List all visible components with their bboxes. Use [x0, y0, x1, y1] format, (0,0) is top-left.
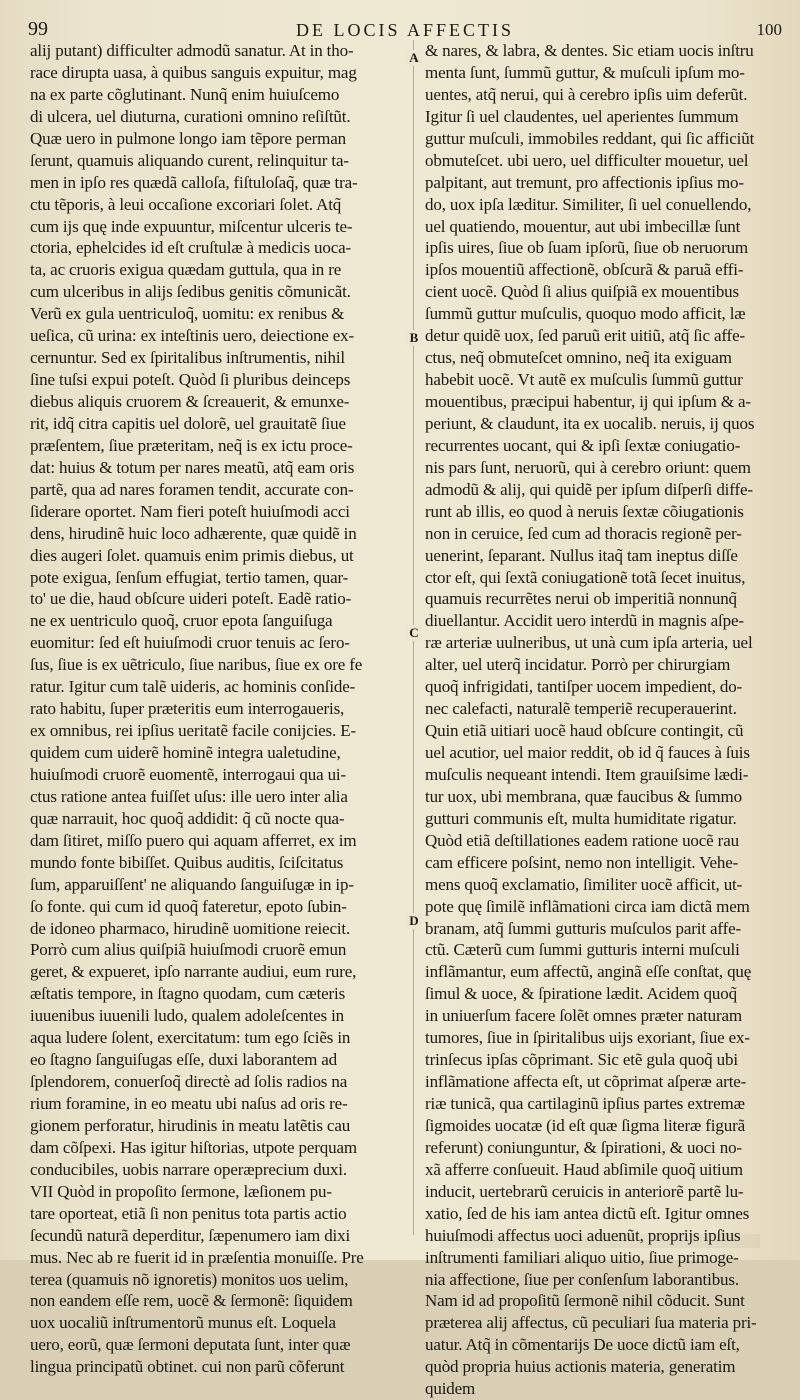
text-line: xã afferre conſueuit. Haud abſimile quoq̃ uitium: [425, 1159, 743, 1179]
text-line: pote quę ſimilẽ inflãmationi circa iam dictã mem: [425, 896, 750, 916]
text-line: quidem: [425, 1379, 476, 1399]
running-title: DE LOCIS AFFECTIS: [295, 20, 515, 40]
text-line: ſimul & uoce, & ſpiratione lædit. Acidem quoq̃: [425, 984, 737, 1004]
text-line: uel acutior, uel maior reddit, ob id q̃ fauces à ſuis: [425, 743, 750, 762]
text-line: in uniuerſum facere ſolẽt omnes præter naturam: [425, 1006, 742, 1026]
margin-marker-a: A: [406, 50, 422, 66]
text-line: dam cõſpexi. Has igitur hiſtorias, utpote perquam: [30, 1137, 357, 1157]
text-line: diuellantur. Accidit uero interdũ in magnis aſpe-: [425, 611, 744, 631]
text-line: gionem perforatur, hirudinis in meatu latẽtis cau: [30, 1115, 351, 1135]
text-line: ſo fonte. qui cum id quoq̃ fateretur, epoto ſubin-: [30, 896, 347, 916]
text-line: non in ceruice, ſed cum ad thoracis regionẽ per-: [425, 523, 742, 543]
text-line: præterea alij affectus, cũ peculiari ſua materia pri-: [425, 1313, 757, 1333]
text-line: ipſos mouentiũ affectionẽ, obſcurã & paruã effi-: [425, 260, 744, 280]
text-line: recurrentes uocant, qui & ipſi ſextæ coniugatio-: [425, 435, 741, 455]
text-line: iuuenibus iuuenili ludo, qualem adoleſcentes in: [30, 1006, 344, 1026]
text-line: ueſica, cũ urina: ex inteſtinis uero, deiectione ex-: [30, 326, 355, 346]
text-line: VII Quòd in propoſito ſermone, læſionem pu-: [30, 1181, 332, 1201]
text-line: nec calefacti, naturalẽ temperiẽ recuperauerint.: [425, 699, 737, 719]
text-line: ſplendorem, conuerſoq̃ directè ad ſolis radios na: [30, 1072, 348, 1092]
text-line: ctus, neq̃ obmuteſcet omnino, neq̃ ita exiguam: [425, 348, 732, 368]
text-line: cum ulceribus in alijs ſedibus genitis cõmunicãt.: [30, 282, 351, 302]
text-line: ctor eſt, qui ſextã coniugationẽ totã ſecet inuitus,: [425, 567, 746, 587]
text-line: mouentibus, præcipui habentur, ij qui ipſum & a-: [425, 392, 751, 411]
text-line: runt ab illis, eo quod à neruis ſextæ cõiugationis: [425, 501, 744, 521]
text-line: alter, uel uterq̃ incidatur. Porrò per chirurgiam: [425, 655, 731, 675]
text-line: æſtatis tempore, in ſtagno quodam, cum cæteris: [30, 984, 346, 1004]
text-line: uox uocaliũ inſtrumentorũ munus eſt. Loquela: [30, 1313, 336, 1333]
text-line: alij putant) difficulter admodũ sanatur. At in tho-: [30, 41, 354, 60]
text-line: ſiderare oportet. Nam fieri poteſt huiuſmodi acci: [30, 501, 350, 521]
text-line: dam ſitiret, miſſo puero qui aquam afferret, ex im: [30, 830, 357, 850]
text-line: palpitant, aut tremunt, pro affectionis ipſius mo-: [425, 172, 744, 192]
text-line: conducibiles, uobis narrare operæprecium duxi.: [30, 1159, 347, 1179]
text-line: partẽ, qua ad nares foramen tendit, accurate con-: [30, 479, 354, 499]
text-line: men in ipſo res quædã calloſa, fiſtuloſaq̃, quæ tra-: [30, 172, 358, 192]
text-line: to' ue die, haud obſcure uideri poteſt. Eadẽ ratio-: [30, 589, 352, 609]
text-line: quoq̃ infrigidati, tantiſper uocem impedient, do-: [425, 677, 743, 697]
text-line: referunt) coniunguntur, & ſpirationi, & uoci no-: [425, 1137, 742, 1157]
text-line: rit, idq̃ citra capitis uel dolorẽ, uel grauitatẽ ſiue: [30, 413, 346, 433]
text-line: euomitur: ſed eſt huiuſmodi cruor tenuis ac ſero-: [30, 633, 350, 653]
text-line: inducit, uertebrarũ ceruicis in anteriorẽ partẽ lu-: [425, 1181, 744, 1201]
column-gutter: [404, 40, 422, 1235]
text-line: cernuntur. Sed ex ſpiritalibus inſtrumentis, nihil: [30, 348, 345, 368]
text-line: race dirupta uasa, à quibus sanguis expuitur, mag: [30, 62, 357, 82]
text-line: pote exigua, ſenſum effugiat, tertio tamen, quar-: [30, 567, 349, 587]
text-line: nis pars ſunt, neruorũ, qui à cerebro oriunt: quem: [425, 457, 751, 477]
page-header: [28, 10, 782, 40]
text-line: eo ſtagno ſanguiſugas eſſe, duxi laborantem ad: [30, 1050, 338, 1070]
text-line: lingua principatũ obtinet. cui non parũ cõferunt: [30, 1357, 345, 1377]
text-line: quamuis recurrẽtes nerui ob imperitiã nonnunq̃: [425, 589, 737, 609]
text-line: nia affectione, ſiue per conſenſum laborantibus.: [425, 1269, 739, 1289]
text-line: detur quidẽ uox, ſed paruũ erit uitiũ, atq̃ ſic affe-: [425, 326, 745, 346]
text-line: mundo fonte bibiſſet. Quibus auditis, ſciſcitatus: [30, 852, 344, 872]
text-line: mus. Nec ab re fuerit id in præſentia monuiſſe. Pre: [30, 1247, 364, 1267]
text-line: inflãmatione affecta eſt, ut cõprimat aſperæ arte-: [425, 1072, 747, 1092]
margin-marker-c: C: [406, 625, 422, 641]
text-line: ſerunt, quamuis aliquando curent, relinquitur ta-: [30, 150, 349, 170]
text-line: ctu tẽporis, à leui occaſione excoriari ſolet. Atq̃: [30, 194, 342, 214]
text-line: Quin etiã uitiari uocẽ haud obſcure contingit, cũ: [425, 721, 744, 741]
text-line: obmuteſcet. ubi uero, uel difficulter mouetur, uel: [425, 150, 749, 170]
text-line: Igitur ſi uel claudentes, uel aperientes ſummum: [425, 106, 739, 126]
text-line: ctũ. Cæterũ cum ſummi gutturis interni muſculi: [425, 940, 740, 960]
text-line: rato habitu, ſuper præteritis eum interrogaueris,: [30, 699, 345, 719]
text-line: Porrò cum alius quiſpiã huiuſmodi cruorẽ emun: [30, 940, 347, 960]
text-line: Verũ ex gula uentriculoq̃, uomitu: ex renibus &: [30, 304, 345, 324]
text-line: rium foramine, in eo meatu ubi naſus ad oris re-: [30, 1094, 348, 1113]
text-line: geret, & expueret, ipſo narrante audiui, eum rure,: [30, 962, 357, 982]
text-line: dens, hirudinẽ huic loco adhærente, quæ quidẽ in: [30, 523, 357, 543]
text-line: quæ narrauit, hoc quoq̃ addidit: q̃ cũ nocte qua-: [30, 808, 345, 828]
text-line: aqua ludere ſolent, exercitatum: tum ego ſciẽs in: [30, 1028, 351, 1048]
text-line: tur uox, ubi membrana, quæ faucibus & ſummo: [425, 786, 742, 806]
text-line: ratur. Igitur cum talẽ uideris, ac hominis conſide-: [30, 677, 356, 697]
text-line: dat: huius & totum per nares meatũ, atq̃ eam oris: [30, 457, 355, 477]
text-line: uel quatiendo, mouentur, aut ubi imbecillæ ſunt: [425, 216, 741, 236]
text-line: de idoneo pharmaco, hirudinẽ uomitione reiecit.: [30, 918, 351, 938]
right-text-column: [425, 40, 779, 1400]
text-line: muſculis nequeant intendi. Item grauiſsime lædi-: [425, 764, 749, 784]
text-line: ctoria, ephelcides id eſt cruſtulæ à medicis uoca-: [30, 238, 352, 258]
left-page-number: 99: [28, 18, 48, 40]
text-line: Quòd etiã deſtillationes eadem ratione uocẽ rau: [425, 830, 739, 850]
text-line: trinſecus ipſas cõprimant. Sic etẽ gula quoq̃ ubi: [425, 1050, 738, 1070]
text-line: dies augeri ſolet. quamuis enim primis diebus, ut: [30, 545, 354, 565]
text-line: branam, atq̃ ſummi gutturis muſculos parit affe-: [425, 918, 742, 938]
text-line: xatio, ſed de his iam antea dictũ eſt. Igitur omnes: [425, 1203, 750, 1223]
text-line: mens quoq̃ exclamatio, ſimiliter uocẽ afficit, ut-: [425, 874, 743, 894]
text-line: quidem cum uiderẽ hominẽ integra ualetudine,: [30, 743, 341, 762]
text-line: ctus ratione antea fuiſſet uſus: ille uero inter alia: [30, 786, 348, 806]
text-line: diebus aliquis cruorem & ſcreauerit, & emunxe-: [30, 392, 350, 411]
text-line: ſummũ guttur muſculis, quoquo modo afficit, læ: [425, 304, 746, 324]
text-line: di ulcera, uel diuturna, curationi omnino reſiſtũt.: [30, 106, 351, 126]
text-line: ne ex uentriculo quoq̃, cruor epota ſanguiſuga: [30, 611, 333, 631]
margin-marker-b: B: [406, 330, 422, 346]
text-line: tare oporteat, etiã ſi non penitus tota partis actio: [30, 1203, 347, 1223]
text-line: Nam id ad propoſitũ ſermonẽ nihil cõducit. Sunt: [425, 1291, 745, 1311]
text-line: huiuſmodi affectus uoci aduenũt, proprijs ipſius: [425, 1225, 741, 1245]
text-line: cam efficere poſsint, nemo non intelligit. Vehe-: [425, 852, 739, 872]
text-line: inflãmantur, eum affectũ, anginã eſſe conſtat, quę: [425, 962, 752, 982]
text-line: uenerint, ſeparant. Nullus itaq̃ tam ineptus diſſe: [425, 545, 738, 565]
text-line: periunt, & claudunt, ita ex uocalib. neruis, ij quos: [425, 413, 755, 433]
text-line: uentes, atq̃ nerui, qui à cerebro ipſis uim deferũt.: [425, 84, 748, 104]
text-line: ex omnibus, rei ipſius ueritatẽ facile conijcies. E-: [30, 721, 356, 741]
text-line: inſtrumenti familiari aliquo uitio, ſiue primoge-: [425, 1247, 739, 1267]
margin-marker-d: D: [406, 913, 422, 929]
text-line: non eandem eſſe rem, uocẽ & ſermonẽ: ſiquidem: [30, 1291, 353, 1311]
text-line: tumores, ſiue in ſpiritalibus uijs exoriant, ſiue ex-: [425, 1028, 750, 1048]
text-line: cum ijs quę inde expuuntur, miſcentur ulceris te-: [30, 216, 353, 236]
show-through-ink: [440, 1234, 760, 1248]
text-line: quòd propria huius actionis materia, generatim: [425, 1357, 736, 1377]
text-line: cient uocẽ. Quòd ſi alius quiſpiã ex mouentibus: [425, 282, 739, 302]
text-line: riæ tunicã, qua cartilaginũ ipſius partes extremæ: [425, 1094, 745, 1113]
left-text-column: [30, 40, 398, 1378]
text-line: admodũ & alij, qui quidẽ per ipſum diſperſi diffe-: [425, 479, 753, 499]
text-line: ta, ac cruoris exigua quædam guttula, qua in re: [30, 260, 342, 280]
text-line: terea (quamuis nõ ignoretis) monitos uos uelim,: [30, 1269, 349, 1289]
text-line: Quæ uero in pulmone longo iam tẽpore perman: [30, 128, 347, 148]
text-line: na ex parte cõglutinant. Nunq̃ enim huiuſcemo: [30, 84, 340, 104]
text-line: ſine tuſsi expui poteſt. Quòd ſi pluribus deinceps: [30, 370, 351, 390]
text-line: ſum, apparuiſſent' ne aliquando ſanguiſugæ in ip-: [30, 874, 354, 894]
text-line: præſentem, ſiue præteritam, neq̃ is ex ictu proce-: [30, 435, 353, 455]
text-line: ſigmoides uocatæ (id eſt quæ ſigma literæ figurã: [425, 1115, 745, 1135]
text-line: ſecundũ naturã deperditur, ſæpenumero iam dixi: [30, 1225, 351, 1245]
text-line: huiuſmodi cruorẽ euomentẽ, interrogaui qua ui-: [30, 764, 347, 784]
right-page-number: 100: [756, 20, 782, 39]
text-line: menta ſunt, ſummũ guttur, & muſculi ipſum mo-: [425, 62, 745, 82]
text-line: uero, eorũ, quæ ſermoni deputata ſunt, inter quæ: [30, 1335, 351, 1355]
text-line: do, uox ipſa læditur. Similiter, ſi uel conuellendo,: [425, 194, 752, 214]
text-line: guttur muſculi, immobiles reddant, qui ſic afficiũt: [425, 128, 755, 148]
text-line: ipſis uires, ſiue ob ſuam ipſorũ, ſiue ob neruorum: [425, 238, 749, 258]
text-line: habebit uocẽ. Vt autẽ ex muſculis ſummũ guttur: [425, 370, 743, 390]
text-line: & nares, & labra, & dentes. Sic etiam uocis inſtru: [425, 41, 754, 60]
text-line: gutturi communis eſt, multa humiditate rigatur.: [425, 808, 737, 828]
text-line: ræ arteriæ uulneribus, ut unà cum ipſa arteria, uel: [425, 633, 753, 653]
text-line: uatur. Atq̃ in cõmentarijs De uoce dictũ iam eſt,: [425, 1335, 740, 1355]
text-line: ſus, ſiue is ex uẽtriculo, ſiue naribus, ſiue ex ore fe: [30, 655, 363, 675]
